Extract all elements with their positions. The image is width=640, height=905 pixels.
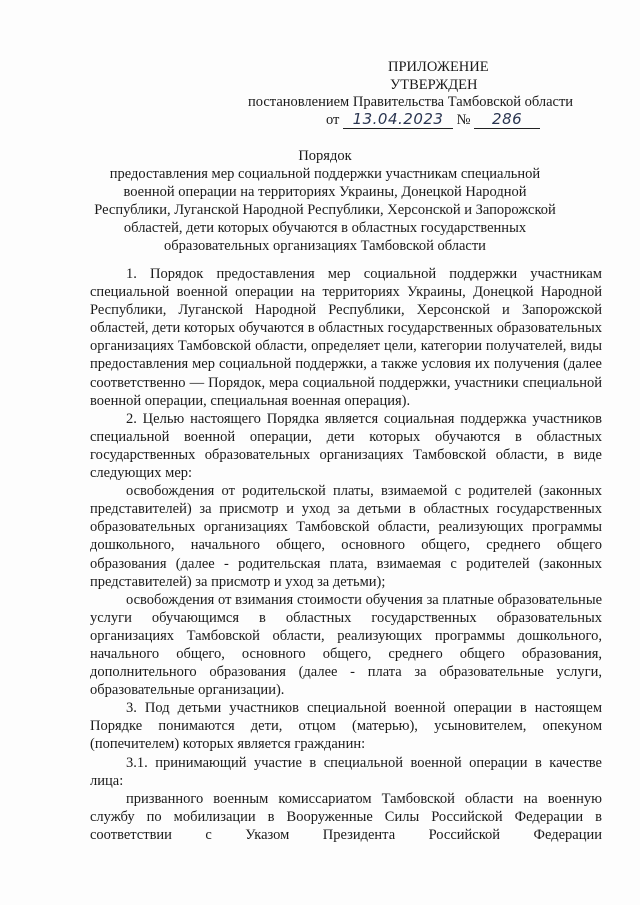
handwritten-date: 13.04.2023 [352,110,444,128]
paragraph-1: 1. Порядок предоставления мер социальной поддержки участникам специальной военной операции на территориях Украины, Донецкой Народной Республики, Луганской Народной Республики, Херсонской и Запорожской областей, дети которых обучаются в областных государственных образовательных организациях Тамбовской области, определяет цели, категории получателей, виды предоставления мер социальной поддержки, а также условия их получения (далее соответственно — Порядок, мера социальной поддержки, участники специальной военной операции, специальная военная операция). [90,266,602,409]
paragraph-6: 3.1. принимающий участие в специальной военной операции в качестве лица: [90,754,602,789]
paragraph-5: 3. Под детьми участников специальной военной операции в настоящем Порядке понимаются дети, отцом (матерью), усыновителем, опекуном (попечителем) которых является гражданин: [90,700,602,753]
subtitle-line: предоставления мер социальной поддержки участникам специальной [109,166,541,182]
number-field [474,112,540,129]
paragraph-2: 2. Целью настоящего Порядка является социальная поддержка участников специальной военной операции, дети которых обучаются в областных государственных образовательных организациях Тамбовской области, в виде следующих мер: [90,410,602,482]
resolution-label: постановлением Правительства Тамбовской области [248,94,574,110]
number-sign: № [456,112,471,128]
handwritten-number: 286 [492,110,523,128]
document-subtitle [90,165,560,255]
document-body [90,265,602,844]
document-title: Порядок [298,148,352,164]
subtitle-line: областей, дети которых обучаются в областных государственных [123,220,527,236]
date-field [343,112,453,129]
date-prefix: от [326,112,340,128]
appendix-label: ПРИЛОЖЕНИЕ [388,59,489,75]
paragraph-4: освобождения от взимания стоимости обучения за платные образовательные услуги обучающимся в областных государственных образовательных организациях Тамбовской области, реализующих программы дошкольного, начального общего, основного общего, среднего общего образования, дополнительного образования (далее - плата за образовательные услуги, образовательные организации). [90,591,602,699]
resolution-date-line [326,111,540,129]
subtitle-line: военной операции на территориях Украины, Донецкой Народной [123,184,527,200]
subtitle-line: Республики, Луганской Народной Республики, Херсонской и Запорожской [94,202,556,218]
paragraph-7: призванного военным комиссариатом Тамбовской области на военную службу по мобилизации в Вооруженные Силы Российской Федерации в соответствии с Указом Президента Российской Федерации [90,790,602,843]
paragraph-3: освобождения от родительской платы, взимаемой с родителей (законных представителей) за присмотр и уход за детьми в областных государственных образовательных организациях Тамбовской области, реализующих программы дошкольного, начального общего, основного общего, среднего общего образования (далее - родительская плата, взимаемая с родителей (законных представителей) за присмотр и уход за детьми); [90,483,602,590]
approved-label: УТВЕРЖДЕН [390,77,478,93]
subtitle-line: образовательных организациях Тамбовской области [164,238,486,254]
